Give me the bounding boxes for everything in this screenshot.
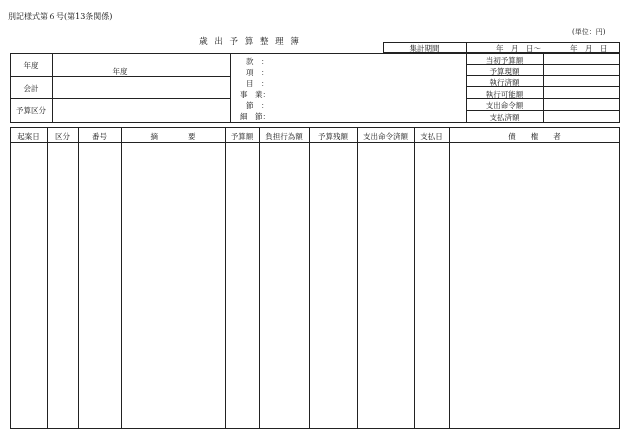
ledger-col-divider — [47, 127, 48, 429]
form-number: 別記様式第６号(第13条関係) — [8, 12, 113, 21]
ledger-col-divider — [449, 127, 450, 429]
ledger-col-divider — [121, 127, 122, 429]
period-range-start: 年 月 日～ — [496, 44, 541, 53]
ledger-header-line — [10, 142, 620, 143]
summary-executable: 執行可能額 — [485, 90, 524, 99]
ledger-header-number: 番号 — [92, 132, 107, 141]
unit-label: (単位：円) — [572, 28, 606, 36]
ledger-col-divider — [414, 127, 415, 429]
summary-payment-order: 支出命令額 — [485, 101, 524, 110]
ledger-table — [10, 127, 620, 429]
period-label: 集計期間 — [409, 44, 440, 53]
info-label-divider — [52, 53, 53, 123]
saisetsu-label: 細 節： — [240, 112, 270, 121]
summary-current-budget: 予算現額 — [489, 67, 520, 76]
summary-initial-budget: 当初予算額 — [485, 56, 524, 65]
kou-label: 項 ： — [246, 68, 269, 77]
ledger-header-creditor: 債 権 者 — [508, 132, 561, 141]
ledger-header-category: 区分 — [55, 132, 70, 141]
period-divider — [466, 42, 467, 53]
ledger-col-divider — [259, 127, 260, 429]
ledger-col-divider — [309, 127, 310, 429]
ledger-header-payment-date: 支払日 — [420, 132, 443, 141]
account-label: 会計 — [23, 84, 39, 93]
jigyou-label: 事 業： — [240, 90, 270, 99]
budget-class-label: 予算区分 — [16, 106, 46, 115]
ledger-header-description: 摘 要 — [150, 132, 196, 141]
info-row-line-2 — [10, 98, 230, 99]
page-title: 歳 出 予 算 整 理 簿 — [199, 37, 301, 47]
year-label: 年度 — [23, 61, 39, 70]
kan-label: 款 ： — [246, 57, 269, 66]
year-value: 年度 — [112, 67, 128, 76]
ledger-col-divider — [78, 127, 79, 429]
ledger-header-ordered: 支出命令済額 — [363, 132, 408, 141]
summary-paid: 支払済額 — [489, 113, 520, 122]
info-mid-divider — [230, 53, 231, 123]
setsu-label: 節 ： — [246, 101, 269, 110]
ledger-col-divider — [357, 127, 358, 429]
ledger-col-divider — [225, 127, 226, 429]
period-range-end: 年 月 日 — [570, 44, 608, 53]
ledger-header-commitment: 負担行為額 — [265, 132, 303, 141]
summary-executed: 執行済額 — [489, 78, 520, 87]
ledger-header-draft-date: 起案日 — [17, 132, 40, 141]
moku-label: 目 ： — [246, 79, 269, 88]
ledger-header-budget: 予算額 — [230, 132, 254, 141]
ledger-header-remaining: 予算残額 — [318, 132, 348, 141]
